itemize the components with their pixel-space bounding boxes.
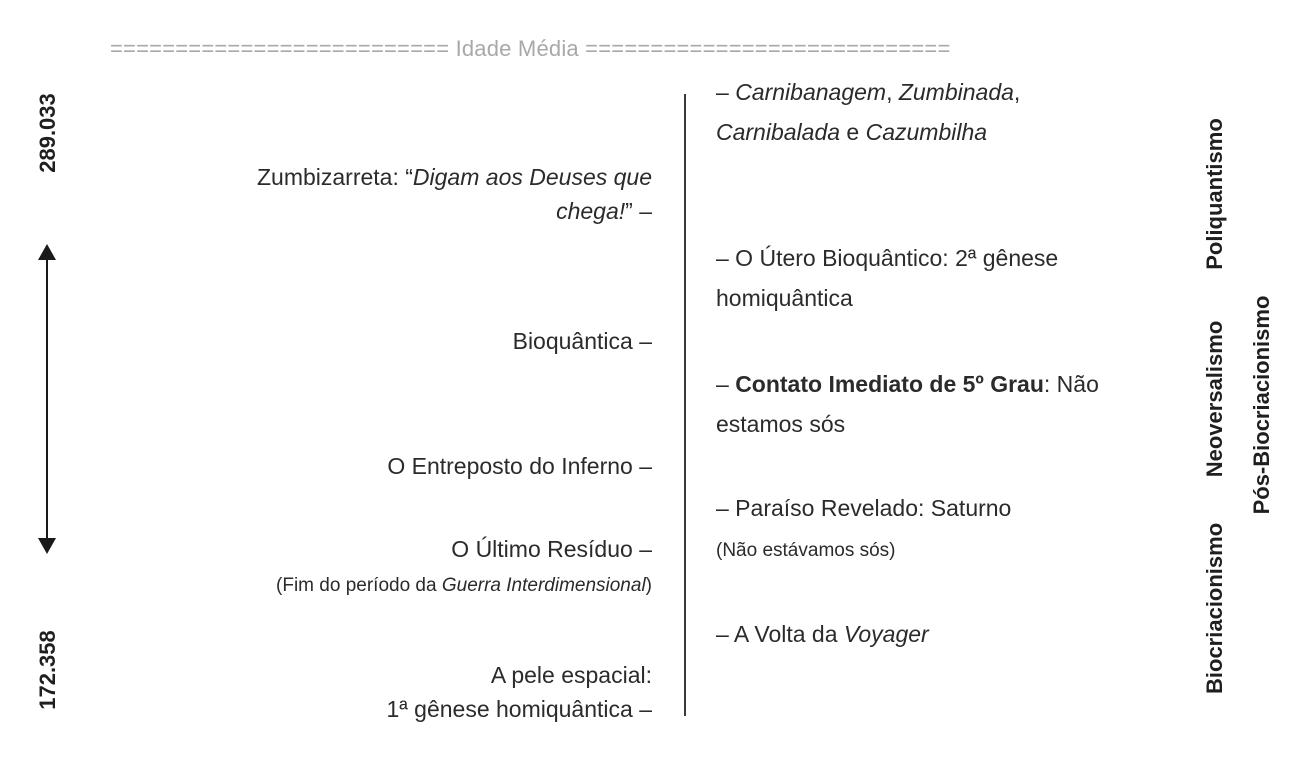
left-event-note: (Fim do período da Guerra Interdimensional) (276, 575, 652, 596)
era-header (110, 36, 1185, 62)
side-label-poliquantismo: Poliquantismo (1202, 118, 1227, 270)
year-bottom-label: 172.358 (35, 630, 60, 710)
side-label-neoversalismo: Neoversalismo (1202, 320, 1227, 478)
left-event-bioquantica: Bioquântica – (512, 328, 652, 354)
left-event-ultimo-residuo: O Último Resíduo – (Fim do período da Guerra Interdimensional) (276, 536, 652, 596)
right-event-volta-voyager: – A Volta da Voyager (716, 621, 929, 647)
timeline-axis (684, 94, 686, 716)
era-title: Idade Média (455, 36, 579, 61)
header-rule-right: ============================ (585, 36, 951, 61)
side-label-biocriacionismo: Biocriacionismo (1202, 522, 1227, 694)
side-label-pos-biocriacionismo: Pós-Biocriacionismo (1249, 295, 1274, 515)
right-event-carnibanagem: – Carnibanagem, Zumbinada, Carnibalada e Cazumbilha (716, 79, 1021, 145)
left-event-zumbizarreta: Zumbizarreta: “Digam aos Deuses que chega!” – (256, 164, 652, 224)
left-event-entreposto: O Entreposto do Inferno – (387, 453, 652, 479)
right-event-contato-imediato: – Contato Imediato de 5º Grau: Não estamos sós (716, 371, 1099, 437)
year-top-label: 289.033 (35, 93, 60, 173)
header-rule-left: ========================== (110, 36, 450, 61)
timespan-double-arrow (32, 244, 62, 554)
left-event-pele-espacial: A pele espacial: 1ª gênese homiquântica – (386, 662, 652, 722)
right-event-utero-bioquantico: – O Útero Bioquântico: 2ª gênese homiquântica (716, 245, 1059, 311)
right-event-paraiso-revelado: – Paraíso Revelado: Saturno (Não estávamos sós) (716, 495, 1012, 561)
